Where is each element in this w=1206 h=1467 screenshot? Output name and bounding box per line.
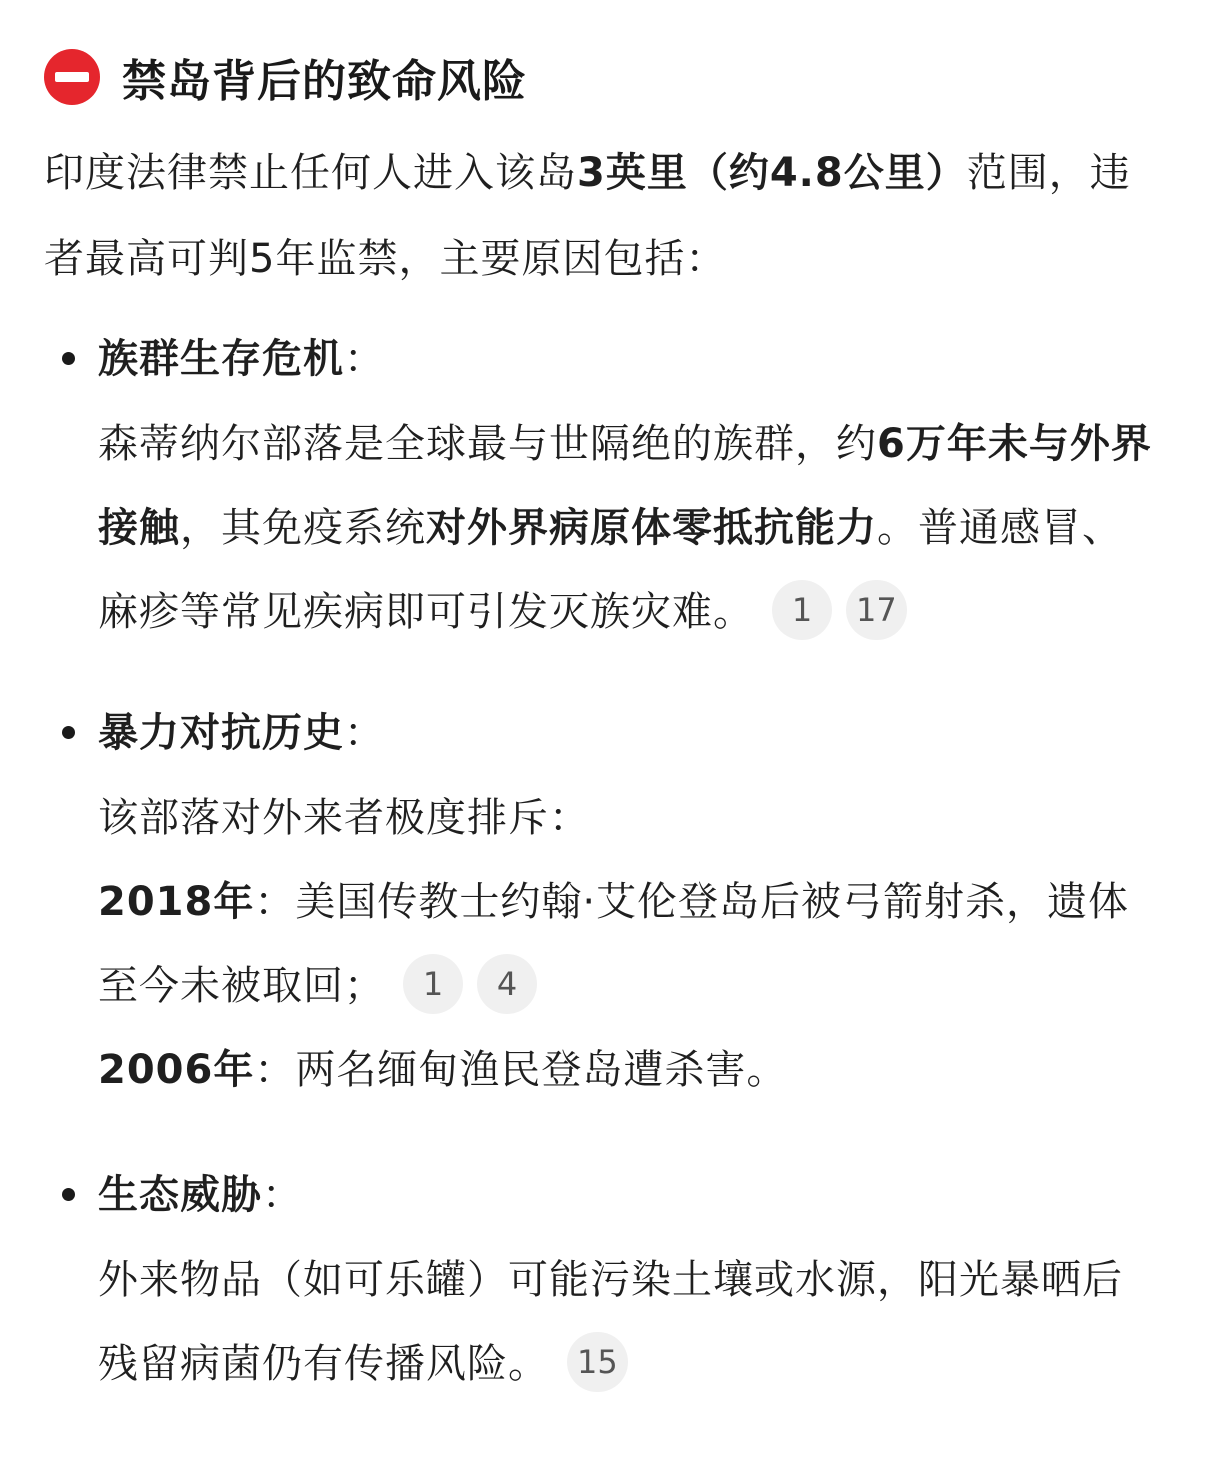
heading-text: 禁岛背后的致命风险 — [122, 56, 527, 107]
list-item-ecology — [44, 1152, 1164, 1406]
bullet-paragraph: 该部落对外来者极度排斥： — [98, 795, 590, 841]
intro-text: 印度法律禁止任何人进入该岛 — [44, 150, 577, 196]
bullet-dot — [62, 352, 75, 365]
list-item-survival — [44, 316, 1164, 654]
bullet-title: 生态威胁： — [98, 1172, 303, 1218]
bullet-title: 族群生存危机： — [98, 336, 385, 382]
citation-badge[interactable]: 1 — [403, 954, 463, 1014]
event-2006: 2006年：两名缅甸渔民登岛遭杀害。 — [98, 1047, 788, 1093]
intro-text-rest: 范围，违者最高可判5年监禁，主要原因包括： — [44, 150, 1131, 282]
section-heading — [44, 44, 1164, 110]
intro-paragraph — [44, 130, 1156, 302]
bullet-dot — [62, 1188, 75, 1201]
citation-badge[interactable]: 15 — [567, 1332, 628, 1392]
bullet-paragraph: 森蒂纳尔部落是全球最与世隔绝的族群，约6万年未与外界接触，其免疫系统对外界病原体零抵抗能力。普通感冒、麻疹等常见疾病即可引发灭族灾难。 1 17 — [98, 402, 1158, 654]
list-item-violence — [44, 690, 1164, 1112]
bullet-dot — [62, 726, 75, 739]
event-2018: 2018年：美国传教士约翰·艾伦登岛后被弓箭射杀，遗体至今未被取回； 1 4 — [98, 860, 1158, 1028]
citation-badge[interactable]: 17 — [846, 580, 907, 640]
citation-badge[interactable]: 4 — [477, 954, 537, 1014]
document — [44, 44, 1164, 1406]
no-entry-icon — [44, 49, 100, 105]
citation-badge[interactable]: 1 — [772, 580, 832, 640]
bullet-paragraph: 外来物品（如可乐罐）可能污染土壤或水源，阳光暴晒后残留病菌仍有传播风险。 15 — [98, 1238, 1158, 1406]
bullet-title: 暴力对抗历史： — [98, 710, 385, 756]
risk-list — [44, 316, 1164, 1406]
intro-distance: 3英里（约4.8公里） — [577, 150, 967, 196]
